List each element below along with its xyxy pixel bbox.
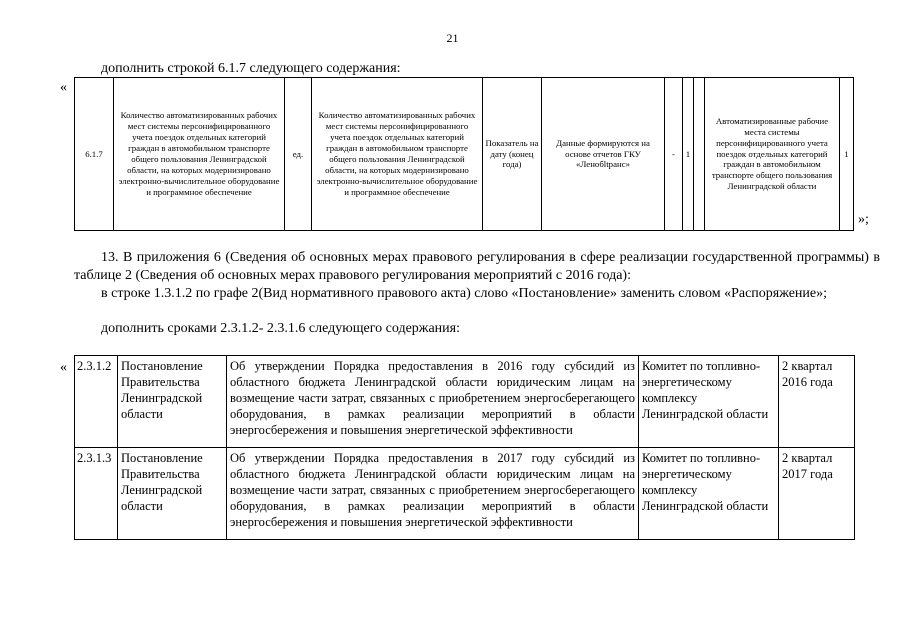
- table-row: [75, 356, 855, 448]
- indicator-name: Количество автоматизированных рабочих мест системы персонифицированного учета поездок отдельных категорий граждан в автомобильном транспорте общего пользования Ленинградской области, на которых модернизировано электронно-вычислительное оборудование и программное обеспечение: [114, 78, 285, 231]
- table-row: [75, 448, 855, 540]
- measure-description: Об утверждении Порядка предоставления в 2017 году субсидий из областного бюджета Ленинградской области юридическим лицам на возмещение части затрат, связанных с приобретением энергосберегающего оборудования, в рамках реализации мероприятий в области энергосбережения и повышения энергетической эффективности: [227, 448, 639, 540]
- indicator-unit: ед.: [285, 78, 312, 231]
- measure-number: 2.3.1.3: [75, 448, 118, 540]
- measure-term: 2 квартал 2017 года: [779, 448, 855, 540]
- close-quote-1: »;: [858, 212, 869, 227]
- measures-table: [74, 355, 855, 540]
- indicator-definition: Количество автоматизированных рабочих мест системы персонифицированного учета поездок отдельных категорий граждан в автомобильном транспорте общего пользования Ленинградской области, на которых модернизировано электронно-вычислительное оборудование и программное обеспечение: [312, 78, 483, 231]
- measure-term: 2 квартал 2016 года: [779, 356, 855, 448]
- empty-cell: [694, 78, 705, 231]
- measure-number: 2.3.1.2: [75, 356, 118, 448]
- indicator-object: Автоматизированные рабочие места системы персонифицированного учета поездок отдельных категорий граждан в автомобильном транспорте общего пользования Ленинградской области: [705, 78, 840, 231]
- paragraph-13: 13. В приложения 6 (Сведения об основных мерах правового регулирования в сфере реализации государственной программы) в таблице 2 (Сведения об основных мерах правового регулирования мероприятий с 2016 года):: [74, 250, 880, 283]
- page-number: 21: [446, 31, 459, 45]
- indicator-number: 6.1.7: [75, 78, 114, 231]
- indicator-table: [74, 77, 854, 231]
- indicator-dash: -: [665, 78, 683, 231]
- open-quote-1: «: [60, 80, 67, 95]
- intro-line-1: дополнить строкой 6.1.7 следующего содержания:: [101, 61, 401, 76]
- paragraph-replace: в строке 1.3.1.2 по графе 2(Вид нормативного правового акта) слово «Постановление» заменить словом «Распоряжение»;: [101, 286, 828, 301]
- open-quote-2: «: [60, 360, 67, 375]
- indicator-value: 1: [840, 78, 854, 231]
- measure-act-type: Постановление Правительства Ленинградской области: [118, 448, 227, 540]
- measure-act-type: Постановление Правительства Ленинградской области: [118, 356, 227, 448]
- measure-description: Об утверждении Порядка предоставления в 2016 году субсидий из областного бюджета Ленинградской области юридическим лицам на возмещение части затрат, связанных с приобретением энергосберегающего оборудования, в рамках реализации мероприятий в области энергосбережения и повышения энергетической эффективности: [227, 356, 639, 448]
- indicator-source: Данные формируются на основе отчетов ГКУ «Ленобltранс»: [542, 78, 665, 231]
- measure-executor: Комитет по топливно-энергетическому комплексу Ленинградской области: [639, 356, 779, 448]
- indicator-one: 1: [683, 78, 694, 231]
- intro-line-2: дополнить сроками 2.3.1.2- 2.3.1.6 следующего содержания:: [101, 321, 460, 336]
- measure-executor: Комитет по топливно-энергетическому комплексу Ленинградской области: [639, 448, 779, 540]
- table-row: [75, 78, 854, 231]
- indicator-period: Показатель на дату (конец года): [483, 78, 542, 231]
